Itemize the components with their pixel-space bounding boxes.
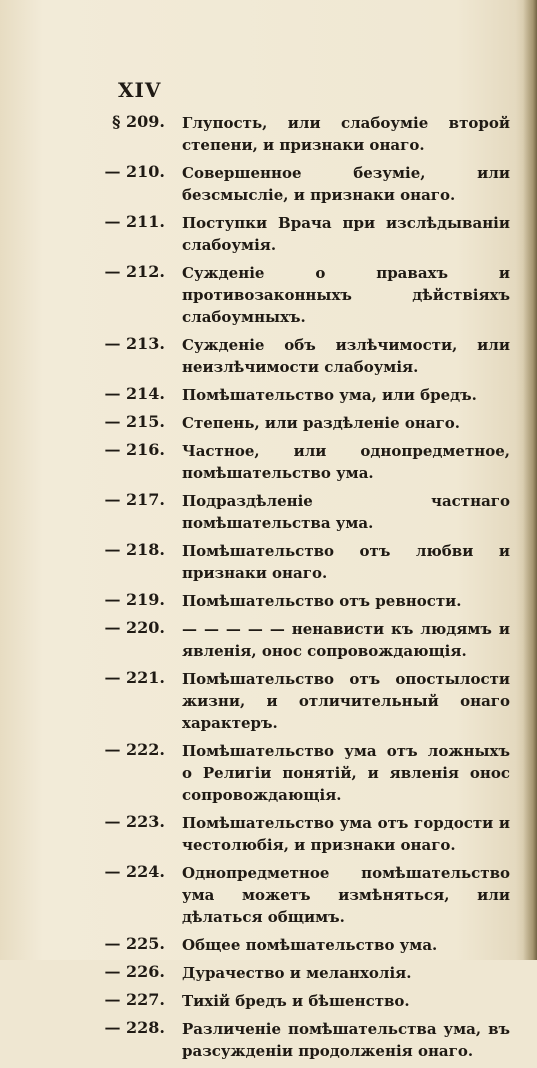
section-title: Помѣшательство ума, или бредъ. <box>182 386 477 404</box>
toc-entry <box>0 990 537 1012</box>
section-number: — 222. <box>104 740 165 759</box>
section-number: — 213. <box>104 334 165 353</box>
toc-entry <box>0 740 537 806</box>
section-title: Поступки Врача при изслѣдываніи слабоумія. <box>182 214 510 254</box>
section-number: — 210. <box>104 162 165 181</box>
section-number: — 218. <box>104 540 165 559</box>
section-number: — 221. <box>104 668 165 687</box>
section-title: Помѣшательство ума отъ ложныхъ о Религіи понятій, и явленія онос сопровождающія. <box>182 742 510 804</box>
section-title: Сужденіе о правахъ и противозаконныхъ дѣйствіяхъ слабоумныхъ. <box>182 264 510 326</box>
section-title: Подраздѣленіе частнаго помѣшательства ума. <box>182 492 510 532</box>
section-title: Дурачество и меланхолія. <box>182 964 412 982</box>
toc-entry <box>0 334 537 378</box>
toc-entry <box>0 668 537 734</box>
page-number: XIV <box>118 78 162 102</box>
toc-entry <box>0 440 537 484</box>
section-title: Совершенное безуміе, или безсмысліе, и признаки онаго. <box>182 164 510 204</box>
section-number: — 215. <box>104 412 165 431</box>
section-number: — 228. <box>104 1018 165 1037</box>
section-title: Общее помѣшательство ума. <box>182 936 438 954</box>
toc-entry <box>0 262 537 328</box>
toc-entry <box>0 384 537 406</box>
section-title: Однопредметное помѣшательство ума можетъ измѣняться, или дѣлаться общимъ. <box>182 864 510 926</box>
section-number: — 211. <box>104 212 165 231</box>
toc-entry <box>0 934 537 956</box>
toc-entry <box>0 590 537 612</box>
section-number: — 225. <box>104 934 165 953</box>
section-number: — 220. <box>104 618 165 637</box>
toc-entry <box>0 162 537 206</box>
section-number: § 209. <box>112 112 165 131</box>
section-number: — 227. <box>104 990 165 1009</box>
section-title: Помѣшательство отъ любви и признаки онаго. <box>182 542 510 582</box>
section-title: Глупость, или слабоуміе второй степени, и признаки онаго. <box>182 114 510 154</box>
toc-entry <box>0 212 537 256</box>
section-number: — 224. <box>104 862 165 881</box>
section-title: Сужденіе объ излѣчимости, или неизлѣчимости слабоумія. <box>182 336 510 376</box>
section-number: — 217. <box>104 490 165 509</box>
section-number: — 212. <box>104 262 165 281</box>
section-title: Помѣшательство отъ опостылости жизни, и отличительный онаго характеръ. <box>182 670 510 732</box>
section-title: Помѣшательство отъ ревности. <box>182 592 462 610</box>
section-number: — 214. <box>104 384 165 403</box>
toc-entry <box>0 412 537 434</box>
section-number: — 216. <box>104 440 165 459</box>
section-number: — 223. <box>104 812 165 831</box>
table-of-contents <box>0 112 537 1068</box>
section-number: — 226. <box>104 962 165 981</box>
toc-entry <box>0 540 537 584</box>
toc-entry <box>0 962 537 984</box>
toc-entry <box>0 862 537 928</box>
section-number: — 219. <box>104 590 165 609</box>
toc-entry <box>0 812 537 856</box>
toc-entry <box>0 618 537 662</box>
section-title: Помѣшательство ума отъ гордости и честолюбія, и признаки онаго. <box>182 814 510 854</box>
toc-entry <box>0 1018 537 1062</box>
section-title: Различеніе помѣшательства ума, въ разсужденіи продолженія онаго. <box>182 1020 510 1060</box>
section-title: Тихій бредъ и бѣшенство. <box>182 992 410 1010</box>
section-title: — — — — — ненависти къ людямъ и явленія, онос сопровождающія. <box>182 620 510 660</box>
section-title: Степень, или раздѣленіе онаго. <box>182 414 460 432</box>
section-title: Частное, или однопредметное, помѣшательство ума. <box>182 442 510 482</box>
toc-entry <box>0 112 537 156</box>
toc-entry <box>0 490 537 534</box>
